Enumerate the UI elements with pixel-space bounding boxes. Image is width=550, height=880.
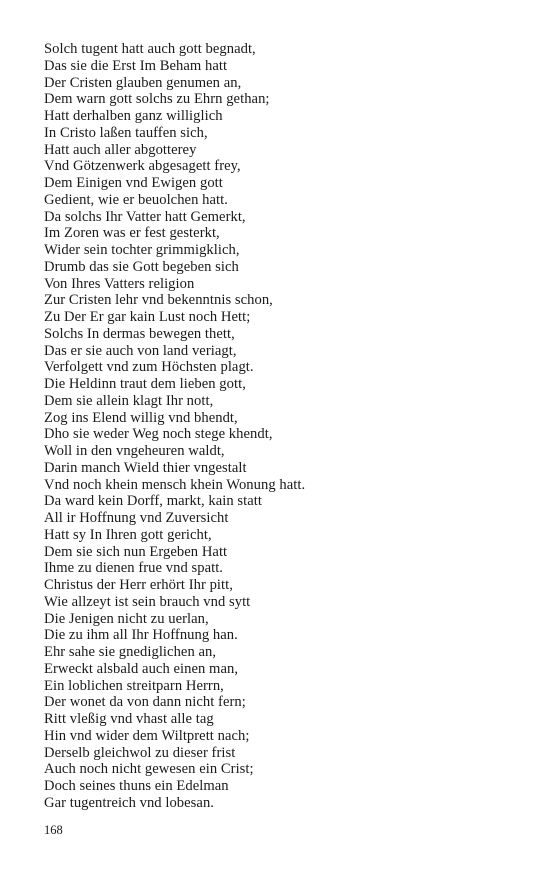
poem-line: Zog ins Elend willig vnd bhendt, (44, 409, 238, 426)
poem-line: In Cristo laßen tauffen sich, (44, 124, 208, 141)
poem-line: Wider sein tochter grimmigklich, (44, 242, 240, 258)
poem-line: Dho sie weder Weg noch stege khendt, (44, 426, 273, 443)
poem-line: Da ward kein Dorff, markt, kain statt (44, 493, 262, 510)
poem-line: Drumb das sie Gott begeben sich (44, 258, 239, 275)
poem-text (44, 41, 524, 812)
poem-line: Zu Der Er gar kain Lust noch Hett; (44, 309, 251, 325)
poem-line: Vnd Götzenwerk abgesagett frey, (44, 158, 241, 175)
poem-line: Hatt sy In Ihren gott gericht, (44, 526, 212, 543)
poem-line: Vnd noch khein mensch khein Wonung hatt. (44, 476, 306, 493)
poem-line: Das er sie auch von land veriagt, (44, 342, 237, 359)
poem-line: Derselb gleichwol zu dieser frist (44, 744, 236, 761)
poem-line: Der Cristen glauben genumen an, (44, 74, 242, 91)
poem-line: Hin vnd wider dem Wiltprett nach; (44, 727, 250, 744)
poem-line: Zur Cristen lehr vnd bekenntnis schon, (44, 292, 273, 309)
poem-line: Dem Einigen vnd Ewigen gott (44, 175, 223, 191)
poem-line: Der wonet da von dann nicht fern; (44, 694, 246, 711)
poem-line: Dem warn gott solchs zu Ehrn gethan; (44, 91, 270, 108)
poem-line: Gedient, wie er beuolchen hatt. (44, 191, 228, 208)
poem-line: Ritt vleßig vnd vhast alle tag (44, 711, 214, 727)
page-number: 168 (44, 823, 63, 837)
poem-line: Wie allzeyt ist sein brauch vnd sytt (44, 593, 251, 610)
poem-line: Gar tugentreich vnd lobesan. (44, 794, 214, 811)
poem-line: Dem sie allein klagt Ihr nott, (44, 392, 214, 409)
poem-line: Hatt auch aller abgotterey (44, 141, 197, 158)
poem-line: Ein loblichen streitparn Herrn, (44, 677, 224, 694)
poem-line: Erweckt alsbald auch einen man, (44, 660, 239, 677)
poem-line: Das sie die Erst Im Beham hatt (44, 57, 228, 74)
poem-line: Ihme zu dienen frue vnd spatt. (44, 560, 223, 577)
poem-line: Darin manch Wield thier vngestalt (44, 459, 247, 476)
poem-line: Die Heldinn traut dem lieben gott, (44, 376, 246, 392)
poem-line: Doch seines thuns ein Edelman (44, 778, 229, 794)
poem-line: Christus der Herr erhört Ihr pitt, (44, 577, 233, 593)
poem-line: Solchs In dermas bewegen thett, (44, 325, 235, 342)
poem-line: Hatt derhalben ganz williglich (44, 108, 223, 124)
poem-line: Im Zoren was er fest gesterkt, (44, 225, 220, 242)
poem-line: Von Ihres Vatters religion (44, 275, 195, 292)
poem-line: Die Jenigen nicht zu uerlan, (44, 610, 209, 627)
poem-line: Auch noch nicht gewesen ein Crist; (44, 761, 254, 778)
poem-line: Die zu ihm all Ihr Hoffnung han. (44, 627, 238, 644)
poem-line: Woll in den vngeheuren waldt, (44, 443, 225, 459)
poem-line: Da solchs Ihr Vatter hatt Gemerkt, (44, 208, 246, 225)
poem-line: All ir Hoffnung vnd Zuversicht (44, 510, 229, 526)
poem-line: Solch tugent hatt auch gott begnadt, (44, 41, 256, 57)
poem-line: Verfolgett vnd zum Höchsten plagt. (44, 359, 254, 376)
poem-line: Dem sie sich nun Ergeben Hatt (44, 543, 228, 560)
poem-line: Ehr sahe sie gnediglichen an, (44, 644, 217, 660)
